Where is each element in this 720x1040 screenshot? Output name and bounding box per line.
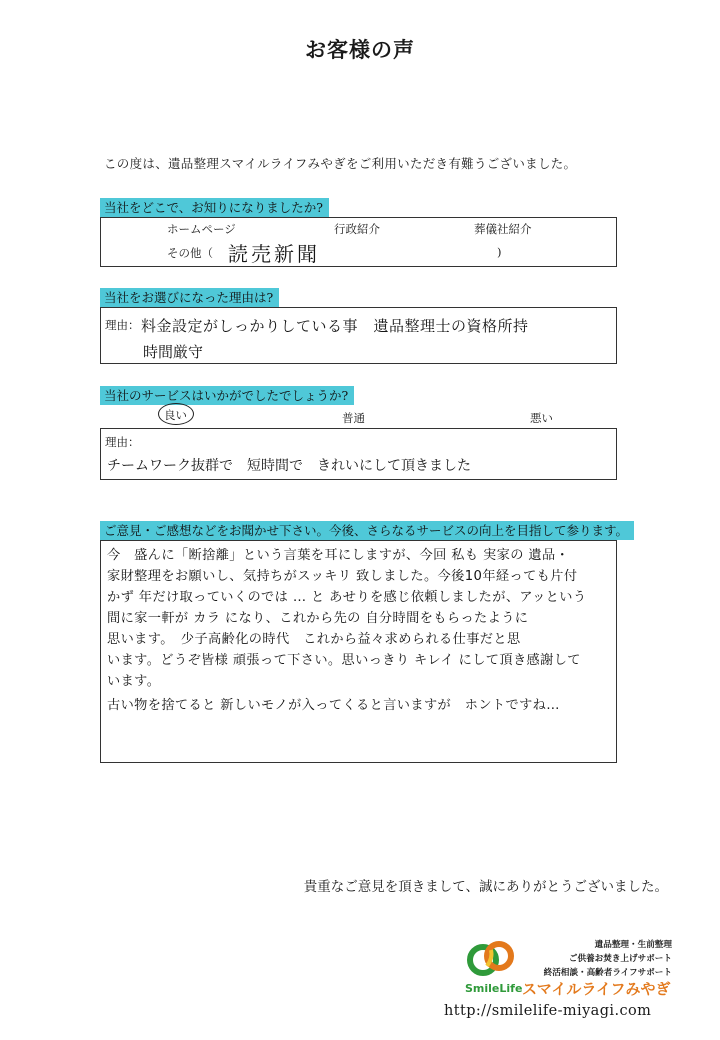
company-url[interactable]: http://smilelife-miyagi.com [444, 1003, 652, 1019]
question-3-box [100, 428, 617, 480]
intro-text: この度は、遺品整理スマイルライフみやぎをご利用いただき有難うございました。 [104, 156, 577, 171]
rating-poor: 悪い [530, 411, 553, 425]
question-1-box [100, 217, 617, 267]
rating-good: 良い [164, 408, 187, 422]
close-paren: ) [497, 245, 502, 259]
company-services [512, 938, 672, 980]
rating-average: 普通 [342, 411, 365, 425]
comment-line-8: 古い物を捨てると 新しいモノが入ってくると言いますが ホントですね… [107, 698, 560, 713]
option-government: 行政紹介 [334, 222, 380, 236]
brand-name-jp: スマイルライフみやぎ [522, 980, 671, 998]
closing-message: 貴重なご意見を頂きまして、誠にありがとうございました。 [303, 879, 668, 895]
reason-label: 理由： [105, 318, 140, 332]
comment-line-2: 家財整理をお願いし、気持ちがスッキリ 致しました。今後10年経っても片付 [107, 569, 578, 584]
company-logo-icon [467, 938, 517, 982]
rating-reason-answer: チームワーク抜群で 短時間で きれいにして頂きました [107, 458, 471, 474]
comment-line-5: 思います。 少子高齢化の時代 これから益々求められる仕事だと思 [107, 632, 521, 647]
comment-line-4: 間に家一軒が カラ になり、これから先の 自分時間をもらったように [107, 611, 529, 626]
comment-line-1: 今 盛んに「断捨離」という言葉を耳にしますが、今回 私も 実家の 遺品・ [107, 548, 570, 563]
option-other-label: その他（ [167, 246, 213, 260]
comment-line-6: います。どうぞ皆様 頑張って下さい。思いっきり キレイ にして頂き感謝して [107, 653, 581, 668]
question-2-label: 当社をお選びになった理由は? [100, 288, 279, 307]
question-3-label: 当社のサービスはいかがでしたでしょうか? [100, 386, 354, 405]
service-3: 終活相談・高齢者ライフサポート [543, 968, 672, 978]
page-title: お客様の声 [305, 38, 415, 62]
question-2-box [100, 307, 617, 364]
reason-label: 理由： [105, 435, 140, 449]
service-1: 遺品整理・生前整理 [594, 940, 672, 950]
comment-box [100, 540, 617, 763]
reason-answer-line-1: 料金設定がしっかりしている事 遺品整理士の資格所持 [141, 317, 529, 335]
reason-answer-line-2: 時間厳守 [143, 343, 204, 361]
option-funeral: 葬儀社紹介 [474, 222, 532, 236]
service-2: ご供養お焚き上げサポート [568, 954, 672, 964]
comment-line-7: います。 [107, 674, 161, 689]
option-homepage: ホームページ [167, 222, 236, 236]
question-4-label: ご意見・ご感想などをお聞かせ下さい。今後、さらなるサービスの向上を目指して参ります。 [100, 521, 634, 540]
brand-name-en: SmileLife [465, 982, 523, 995]
comment-line-3: かず 年だけ取っていくのでは … と あせりを感じ依頼しましたが、アッという [107, 590, 587, 605]
other-answer: 読売新聞 [228, 242, 320, 266]
question-1-label: 当社をどこで、お知りになりましたか? [100, 198, 329, 217]
